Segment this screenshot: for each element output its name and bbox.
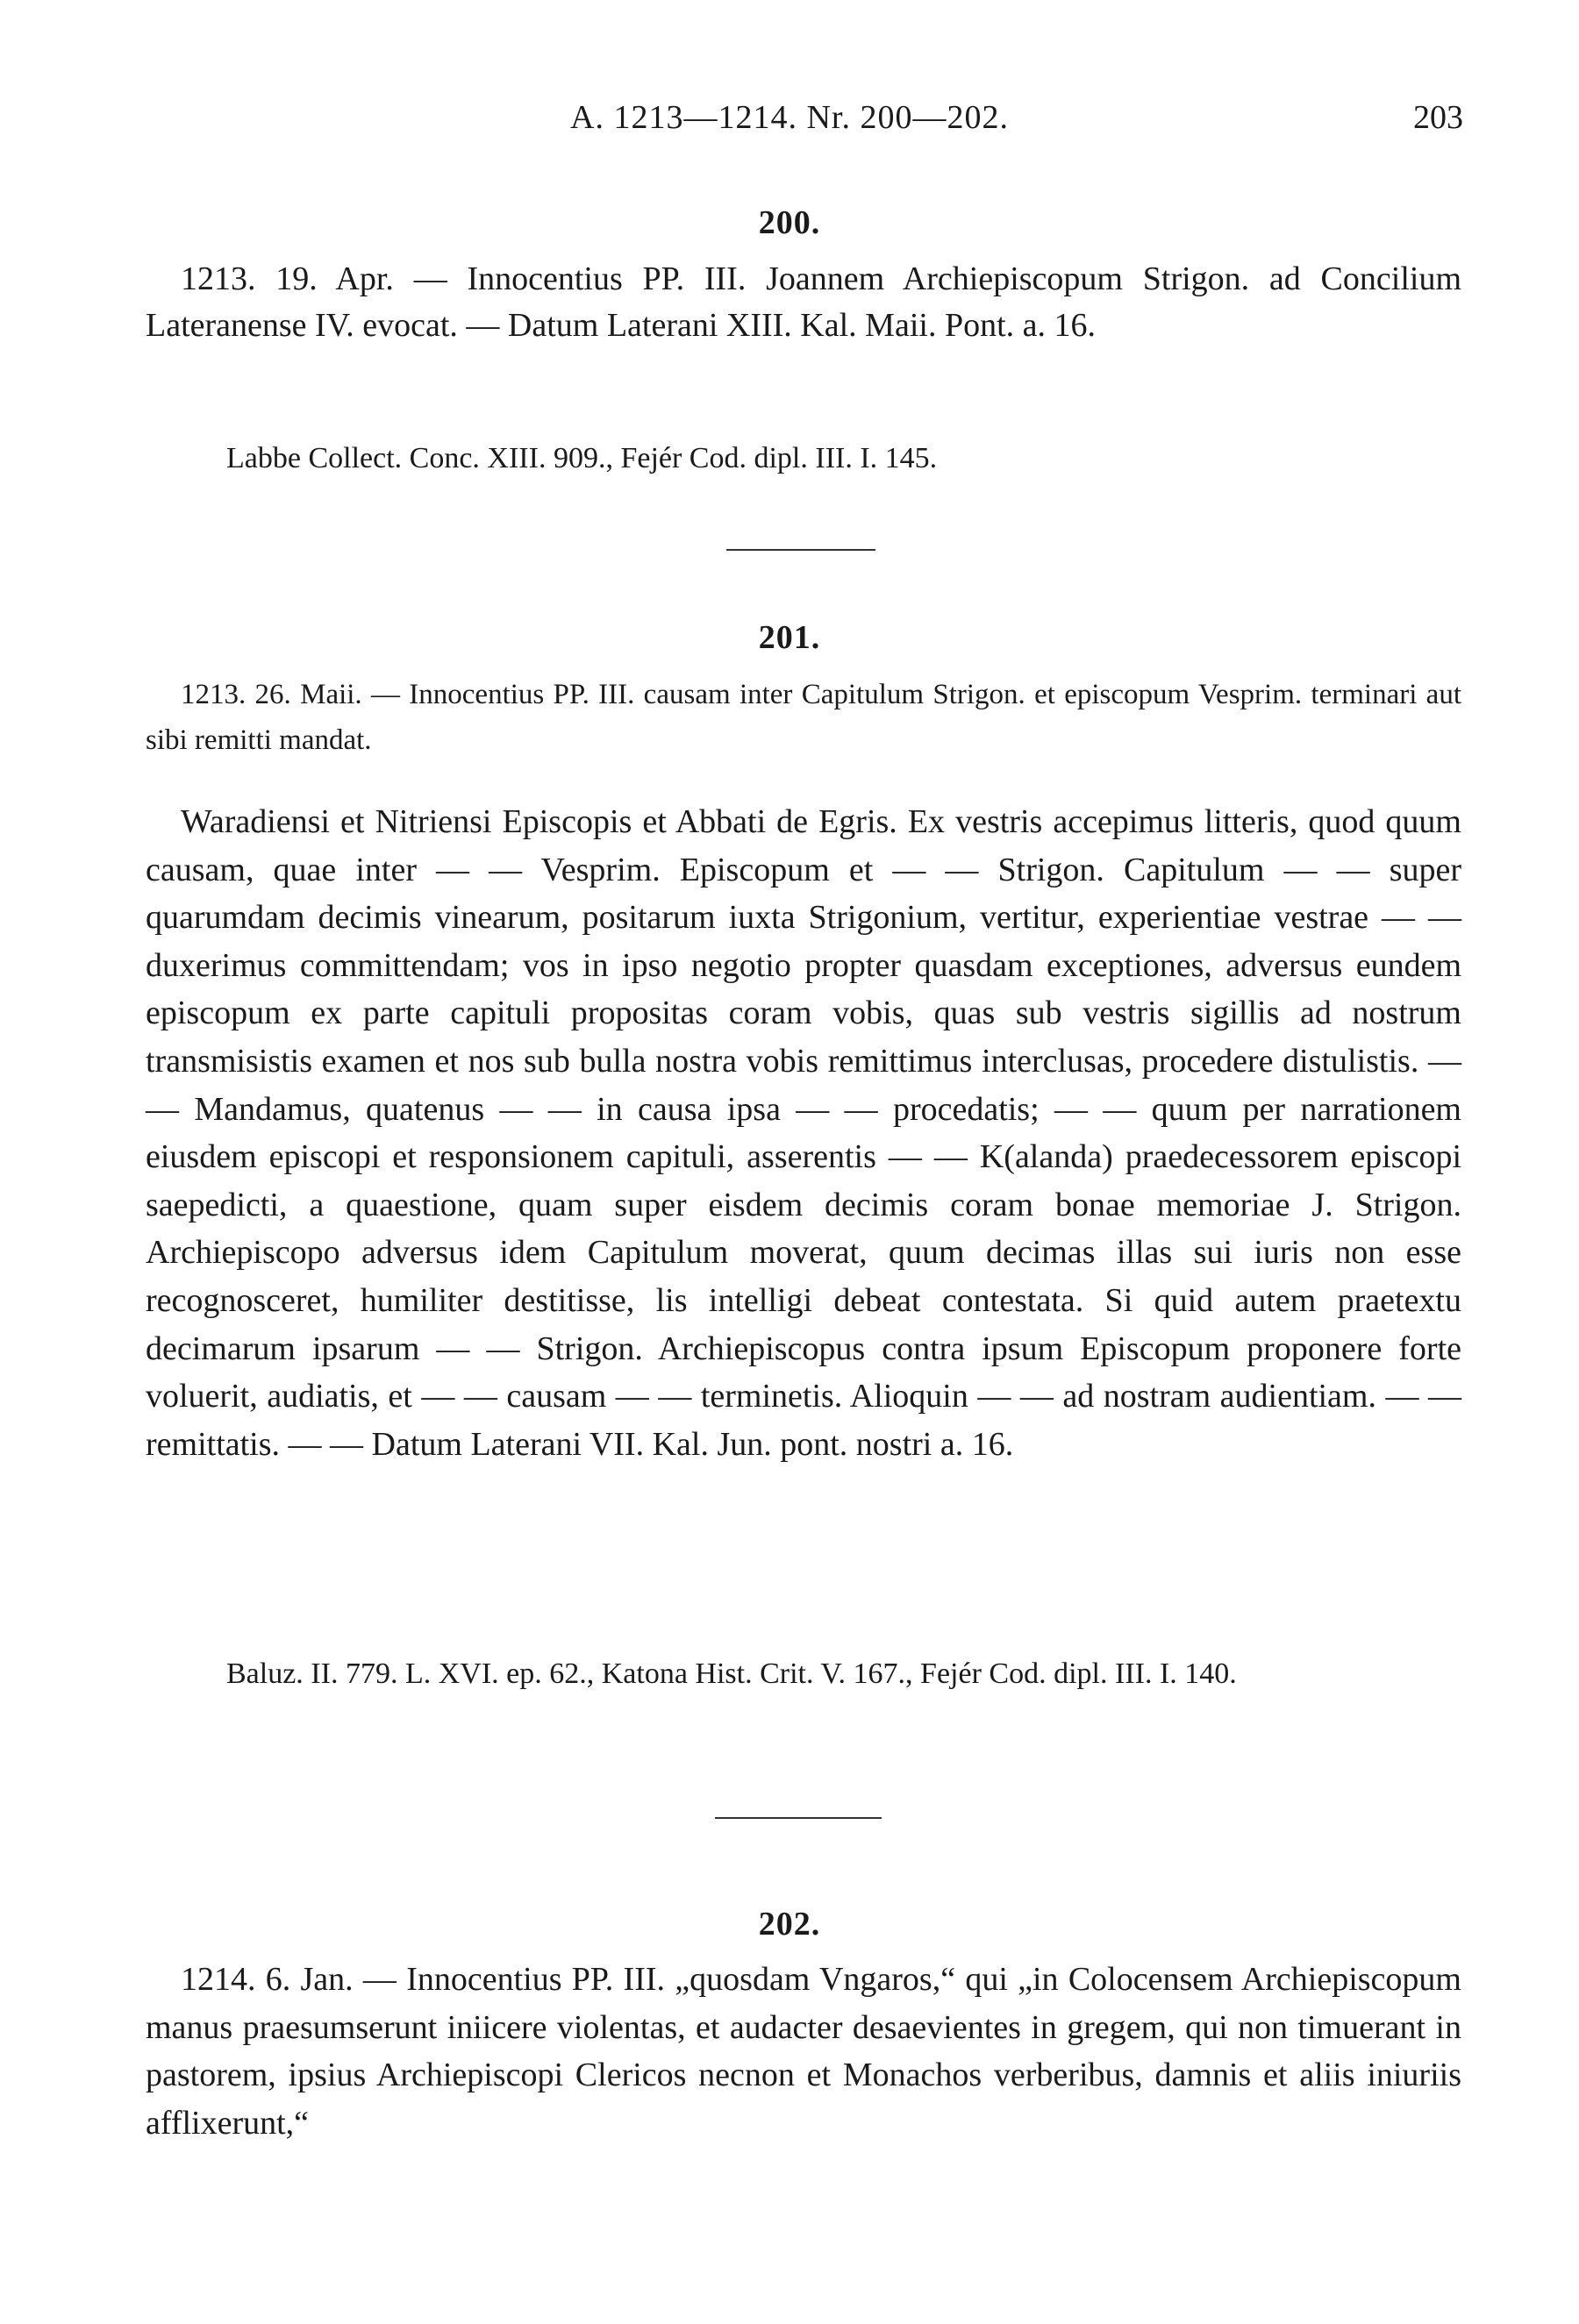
regest-text: 1214. 6. Jan. — Innocentius PP. III. „quosdam Vngaros,“ qui „in Colocensem Archiepiscopum manus praesumserunt iniicere violentas, et audacter desaevientes in gregem, qui non timuerant in pastorem, ipsius Archiepiscopi Clericos necnon et Monachos verberibus, damnis et aliis iniuriis afflixerunt,“	[146, 1961, 1461, 2142]
separator-rule	[726, 549, 875, 551]
source-citation: Baluz. II. 779. L. XVI. ep. 62., Katona Hist. Crit. V. 167., Fejér Cod. dipl. III. I. 140.	[226, 1657, 1237, 1690]
separator-rule	[715, 1817, 882, 1819]
doc-201-source	[146, 1650, 1461, 1697]
document-text: Waradiensi et Nitriensi Episcopis et Abbati de Egris. Ex vestris accepimus litteris, quod quum causam, quae inter — — Vesprim. Episcopum et — — Strigon. Capitulum — — super quarumdam decimis vinearum, positarum iuxta Strigonium, vertitur, experientiae vestrae — — duxerimus committendam; vos in ipso negotio propter quasdam exceptiones, adversus eundem episcopum ex parte capituli propositas coram vobis, quas sub vestris sigillis ad nostrum transmisistis examen et nos sub bulla nostra vobis remittimus interclusas, procedere distulistis. — — Mandamus, quatenus — — in causa ipsa — — procedatis; — — quum per narrationem eiusdem episcopi et responsionem capituli, asserentis — — K(alanda) praedecessorem episcopi saepedicti, a quaestione, quam super eisdem decimis coram bonae memoriae J. Strigon. Archiepiscopo adversus idem Capitulum moverat, quum decimas illas sui iuris non esse recognosceret, humiliter destitisse, lis intelligi debeat contestata. Si quid autem praetextu decimarum ipsarum — — Strigon. Archiepiscopus contra ipsum Episcopum proponere forte voluerit, audiatis, et — — causam — — terminetis. Alioquin — — ad nostram audientiam. — — remittatis. — — Datum Laterani VII. Kal. Jun. pont. nostri a. 16.	[146, 803, 1461, 1463]
doc-201-regest	[146, 672, 1461, 763]
doc-number-200: 200.	[758, 204, 821, 241]
doc-number-202: 202.	[758, 1906, 821, 1943]
running-title: A. 1213—1214. Nr. 200—202.	[570, 99, 1009, 136]
doc-200-regest	[146, 256, 1461, 349]
doc-number-201: 201.	[758, 619, 821, 656]
doc-200-source	[146, 435, 1461, 481]
regest-text: 1213. 19. Apr. — Innocentius PP. III. Joannem Archiepiscopum Strigon. ad Concilium Lateranense IV. evocat. — Datum Laterani XIII. Kal. Maii. Pont. a. 16.	[146, 260, 1461, 344]
source-citation: Labbe Collect. Conc. XIII. 909., Fejér Cod. dipl. III. I. 145.	[226, 442, 938, 474]
page-number: 203	[1413, 99, 1463, 136]
running-head	[0, 98, 1579, 142]
doc-202-regest	[146, 1956, 1461, 2147]
regest-text: 1213. 26. Maii. — Innocentius PP. III. causam inter Capitulum Strigon. et episcopum Vesprim. terminari aut sibi remitti mandat.	[146, 679, 1461, 756]
doc-201-text	[146, 798, 1461, 1468]
